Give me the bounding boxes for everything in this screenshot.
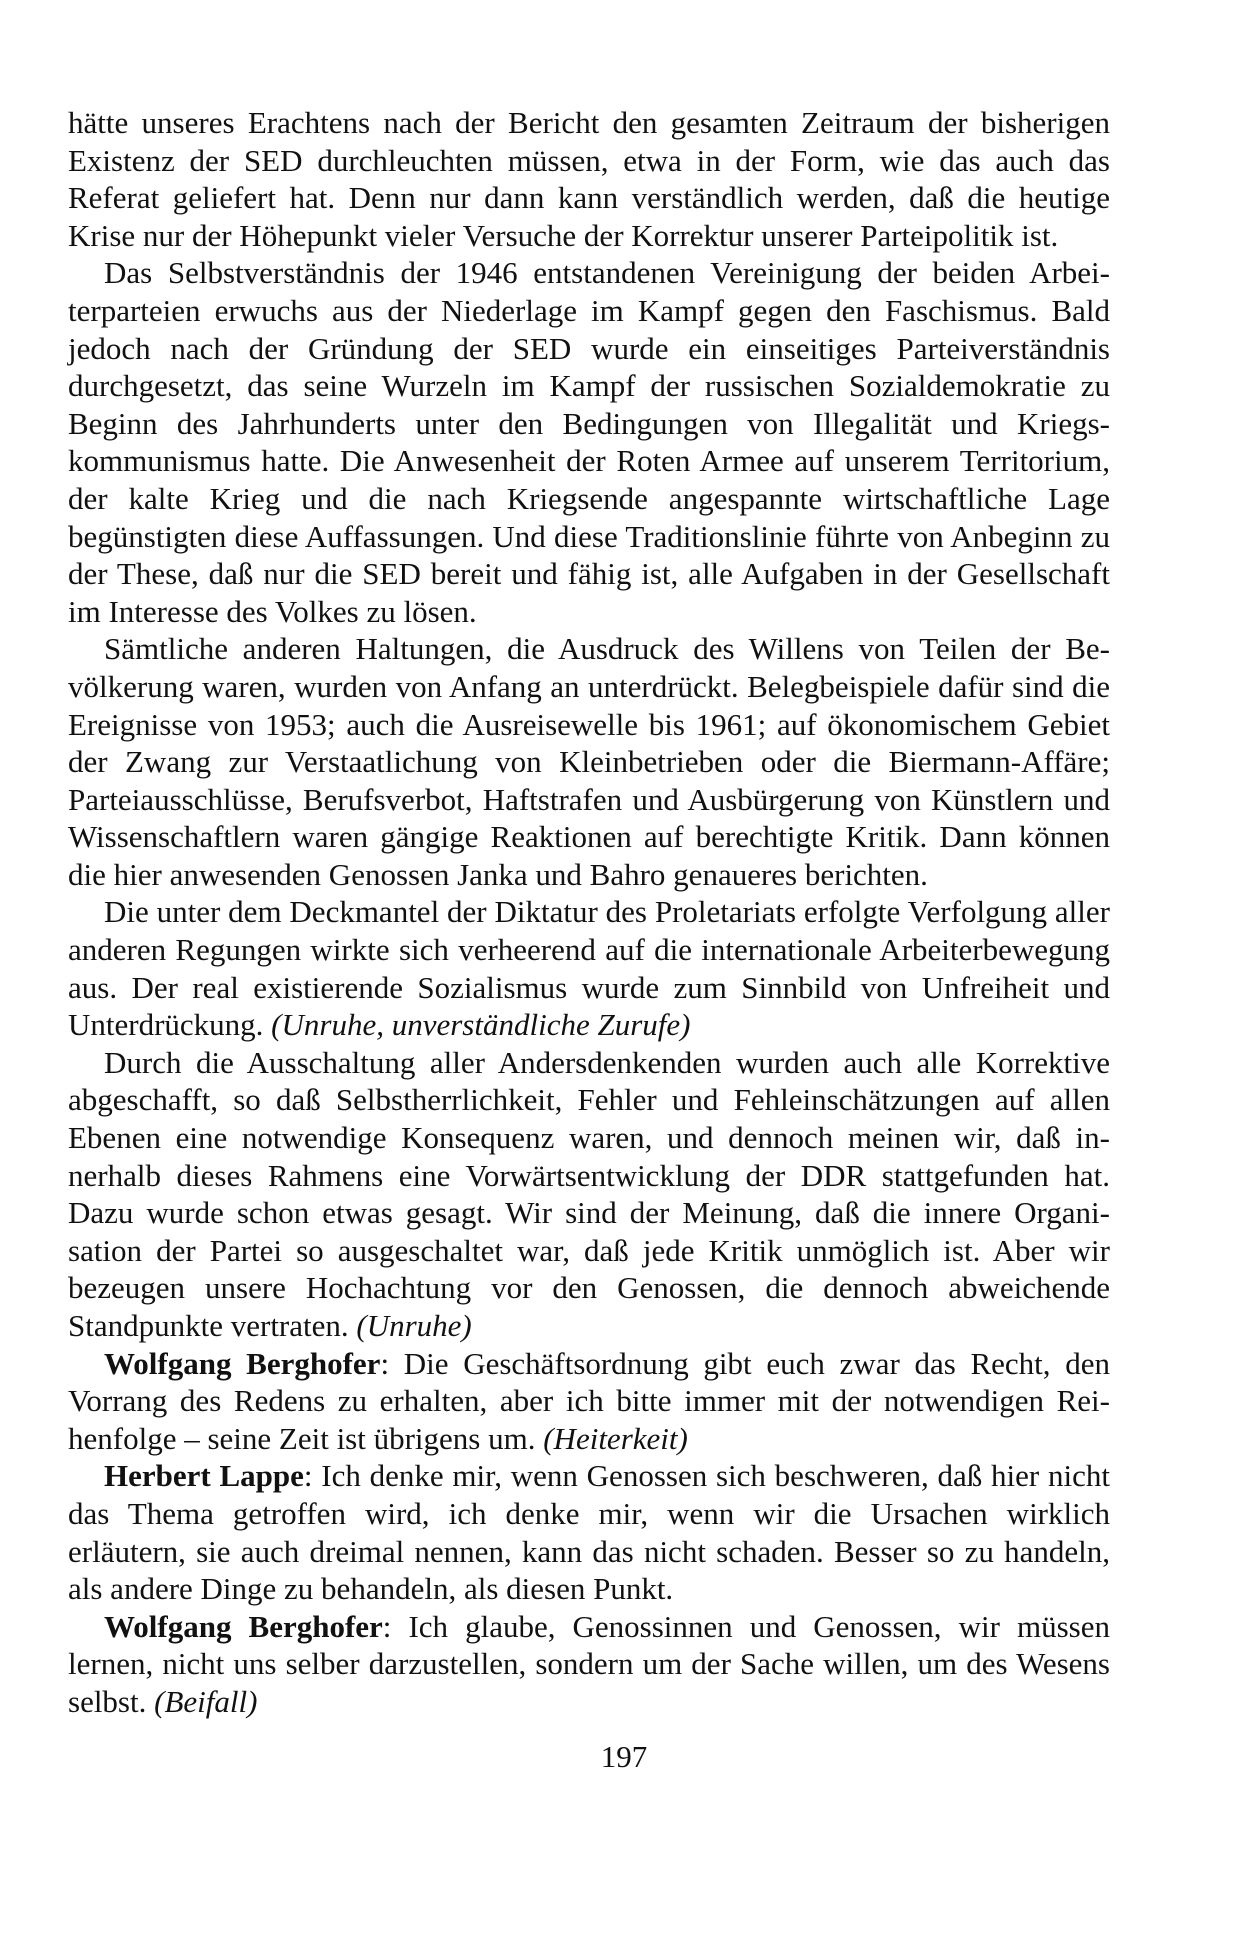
page-number: 197 [600, 1739, 648, 1774]
paragraph-text: : Ich glaube, Genossinnen und Genossen, wir müssen lernen, nicht uns selber darzustellen, sondern um der Sache willen, um des Wesens selbst. [68, 1608, 1110, 1719]
paragraph-text: Die unter dem Deckmantel der Diktatur des Proletariats erfolgte Verfolgung aller anderen Regungen wirkte sich verheerend auf die internationale Arbeiterbewegung aus. Der real existierende Sozialismus wurde zum Sinnbild von Unfreiheit und Unterdrückung. [68, 894, 1110, 1043]
paragraph-text: : Die Geschäftsordnung gibt euch zwar das Recht, den Vorrang des Redens zu erhalten, aber ich bitte immer mit der notwendigen Reihenfolge – seine Zeit ist übrigens um. [68, 1345, 1110, 1456]
body-text [68, 104, 1110, 1721]
paragraph [68, 1457, 1110, 1607]
stage-direction: (Heiterkeit) [543, 1420, 688, 1456]
paragraph [68, 893, 1110, 1043]
paragraph-text: : Ich denke mir, wenn Genossen sich beschweren, daß hier nicht das Thema getroffen wird, ich denke mir, wenn wir die Ursachen wirklich erläutern, sie auch dreimal nennen, kann das nicht schaden. Besser so zu handeln, als andere Dinge zu behandeln, als diesen Punkt. [68, 1458, 1110, 1607]
paragraph [68, 1345, 1110, 1458]
paragraph [68, 254, 1110, 630]
paragraph [68, 1608, 1110, 1721]
document-page [68, 104, 1110, 1721]
paragraph [68, 630, 1110, 893]
paragraph [68, 104, 1110, 254]
speaker-name: Herbert Lappe [104, 1458, 304, 1494]
speaker-name: Wolfgang Berghofer [104, 1345, 381, 1381]
paragraph-text: Durch die Ausschaltung aller Andersdenkenden wurden auch alle Korrektive abgeschafft, so daß Selbstherrlichkeit, Fehler und Fehleinschätzungen auf allen Ebenen eine notwendige Konsequenz waren, und dennoch meinen wir, daß innerhalb dieses Rahmens eine Vorwärtsentwicklung der DDR stattgefunden hat. Dazu wurde schon etwas gesagt. Wir sind der Meinung, daß die innere Organisation der Partei so ausgeschaltet war, daß jede Kritik unmöglich ist. Aber wir bezeugen unsere Hochachtung vor den Genossen, die dennoch abweichende Standpunkte vertraten. [68, 1044, 1110, 1343]
paragraph-text: Sämtliche anderen Haltungen, die Ausdruck des Willens von Teilen der Bevölkerung waren, wurden von Anfang an unterdrückt. Belegbeispiele dafür sind die Ereignisse von 1953; auch die Ausreisewelle bis 1961; auf ökonomischem Gebiet der Zwang zur Verstaatlichung von Kleinbetrieben oder die Biermann-Affäre; Parteiausschlüsse, Berufsverbot, Haftstrafen und Ausbürgerung von Künstlern und Wissenschaftlern waren gängige Reaktionen auf berechtigte Kritik. Dann können die hier anwesenden Genossen Janka und Bahro genaueres berichten. [68, 631, 1110, 892]
stage-direction: (Beifall) [154, 1683, 258, 1719]
stage-direction: (Unruhe) [356, 1308, 472, 1343]
paragraph-text: Das Selbstverständnis der 1946 entstandenen Vereinigung der beiden Arbeiterparteien erwuchs aus der Niederlage im Kampf gegen den Faschismus. Bald jedoch nach der Gründung der SED wurde ein einseitiges Parteiverständnis durchgesetzt, das seine Wurzeln im Kampf der russischen Sozialdemokratie zu Beginn des Jahrhunderts unter den Bedingungen von Illegalität und Kriegskommunismus hatte. Die Anwesenheit der Roten Armee auf unserem Territorium, der kalte Krieg und die nach Kriegsende angespannte wirtschaftliche Lage begünstigten diese Auffassungen. Und diese Traditionslinie führte von Anbeginn zu der These, daß nur die SED bereit und fähig ist, alle Aufgaben in der Gesellschaft im Interesse des Volkes zu lösen. [68, 255, 1110, 629]
paragraph-text: hätte unseres Erachtens nach der Bericht den gesamten Zeitraum der bisherigen Existenz der SED durchleuchten müssen, etwa in der Form, wie das auch das Referat geliefert hat. Denn nur dann kann verständlich werden, daß die heutige Krise nur der Höhepunkt vieler Versuche der Korrektur unserer Parteipolitik ist. [68, 105, 1110, 253]
paragraph [68, 1044, 1110, 1345]
speaker-name: Wolfgang Berghofer [104, 1608, 383, 1644]
stage-direction: (Unruhe, unverständliche Zurufe) [271, 1007, 691, 1043]
